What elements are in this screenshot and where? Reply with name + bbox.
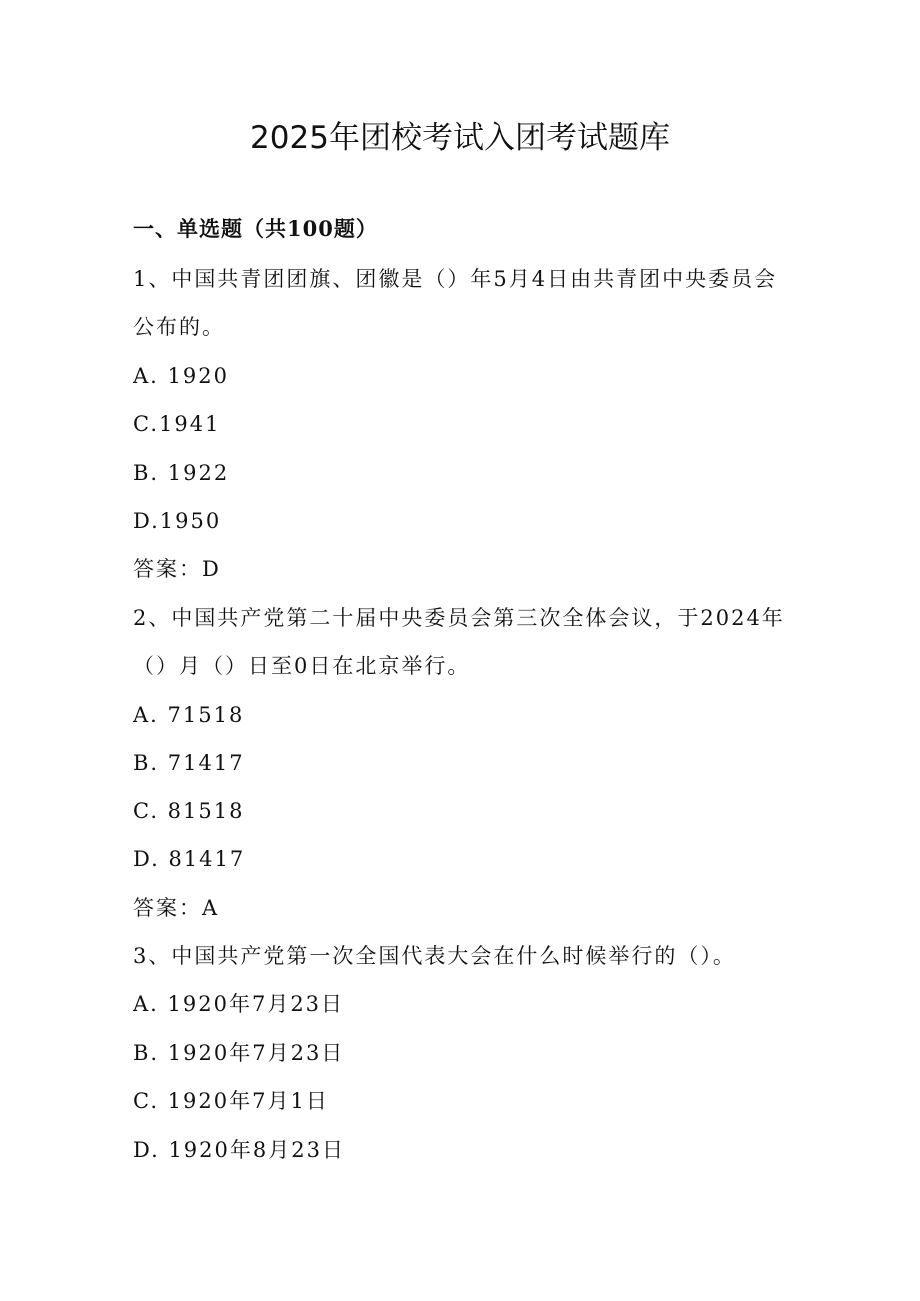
question-2-stem-line-1: 2、中国共产党第二十届中央委员会第三次全体会议，于2024年 — [133, 606, 785, 630]
question-2-answer: 答案：A — [133, 896, 220, 920]
question-3-option: C. 1920年7月1日 — [133, 1089, 329, 1113]
question-1-option: D.1950 — [133, 509, 222, 533]
section-heading: 一、单选题（共100题） — [133, 216, 378, 241]
question-2-stem-line-2: （）月（）日至0日在北京举行。 — [133, 654, 471, 678]
question-1-option: B. 1922 — [133, 461, 230, 485]
question-1-option: C.1941 — [133, 412, 221, 436]
question-3-option: A. 1920年7月23日 — [133, 992, 345, 1016]
question-1-answer: 答案：D — [133, 557, 221, 581]
question-1-stem-line-2: 公布的。 — [133, 315, 225, 339]
question-2-option: B. 71417 — [133, 751, 245, 775]
question-1-stem-line-1: 1、中国共青团团旗、团徽是（）年5月4日由共青团中央委员会 — [133, 267, 778, 291]
question-1-option: A. 1920 — [133, 364, 229, 388]
question-2-option: C. 81518 — [133, 799, 245, 823]
question-3-option: B. 1920年7月23日 — [133, 1041, 345, 1065]
question-2-option: D. 81417 — [133, 847, 246, 871]
question-3-stem-line-1: 3、中国共产党第一次全国代表大会在什么时候举行的（）。 — [133, 944, 736, 968]
question-2-option: A. 71518 — [133, 703, 245, 727]
question-3-option: D. 1920年8月23日 — [133, 1138, 345, 1162]
document-title: 2025年团校考试入团考试题库 — [250, 120, 670, 156]
